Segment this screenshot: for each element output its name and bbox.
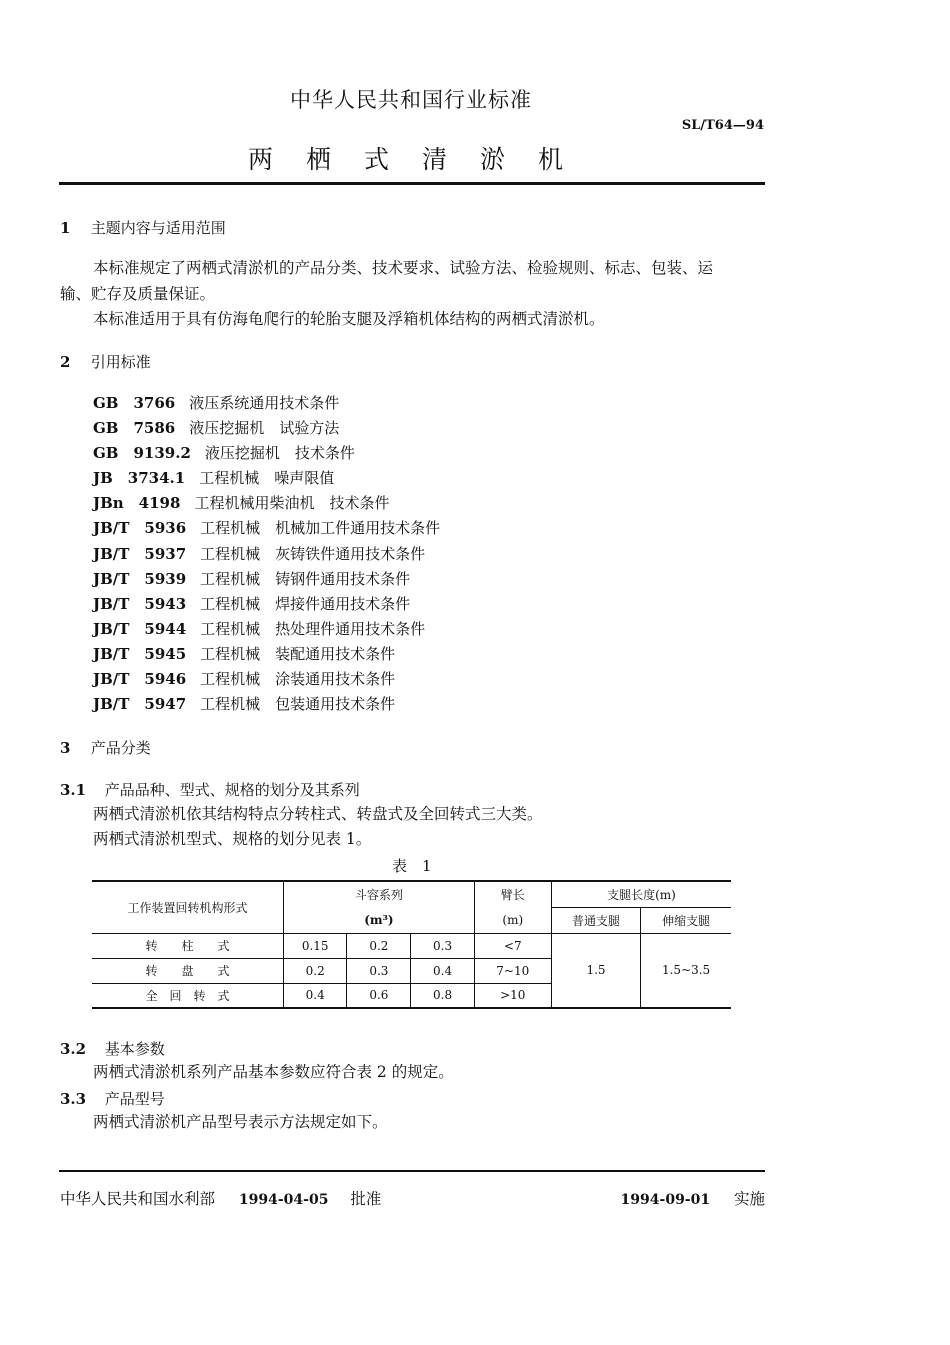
header-rule — [59, 182, 765, 185]
issuer: 中华人民共和国水利部 — [60, 1190, 216, 1208]
paragraph: 两栖式清淤机产品型号表示方法规定如下。 — [93, 1113, 388, 1131]
reference-item: GB 9139.2 液压挖掘机 技术条件 — [93, 444, 355, 463]
reference-item: JB/T 5943 工程机械 焊接件通用技术条件 — [93, 594, 411, 613]
table-header-cell: 普通支腿 — [551, 907, 640, 933]
paragraph: 两栖式清淤机型式、规格的划分见表 1。 — [93, 830, 372, 848]
table-header-unit: (m) — [474, 907, 551, 933]
table-cell: 0.6 — [347, 983, 411, 1008]
paragraph: 本标准适用于具有仿海龟爬行的轮胎支腿及浮箱机体结构的两栖式清淤机。 — [93, 310, 605, 328]
table-header-cell: 支腿长度(m) — [551, 881, 731, 907]
section-title: 主题内容与适用范围 — [90, 219, 226, 237]
section-3-2-heading — [60, 1038, 165, 1059]
impl-date: 1994-09-01 — [620, 1192, 711, 1208]
table-cell: 转 柱 式 — [92, 933, 284, 958]
table-header-cell: 臂长 — [474, 881, 551, 907]
section-number: 2 — [60, 353, 71, 371]
table-row — [92, 933, 731, 958]
reference-list — [93, 391, 440, 717]
approve-label: 批准 — [350, 1190, 382, 1208]
table-cell: 0.4 — [411, 958, 474, 983]
table-cell: 7~10 — [474, 958, 551, 983]
table-caption: 表 1 — [392, 857, 432, 875]
table-cell: 0.3 — [347, 958, 411, 983]
section-3-1-heading — [60, 779, 360, 800]
paragraph: 本标准规定了两栖式清淤机的产品分类、技术要求、试验方法、检验规则、标志、包装、运 — [93, 259, 714, 277]
reference-item: JB/T 5939 工程机械 铸钢件通用技术条件 — [93, 569, 411, 588]
reference-item: GB 3766 液压系统通用技术条件 — [93, 394, 340, 412]
table-cell: 0.2 — [347, 933, 411, 958]
section-title: 产品分类 — [90, 739, 151, 757]
table-header-cell: 伸缩支腿 — [641, 907, 731, 933]
table-cell: >10 — [474, 983, 551, 1008]
standard-code: SL/T64—94 — [681, 118, 764, 133]
section-1-heading — [60, 217, 226, 238]
reference-item: JB/T 5937 工程机械 灰铸铁件通用技术条件 — [93, 544, 426, 563]
section-number: 3.1 — [60, 781, 87, 799]
section-number: 3.3 — [60, 1090, 87, 1108]
table-cell: 0.8 — [411, 983, 474, 1008]
impl-label: 实施 — [733, 1190, 765, 1208]
table-cell: 1.5~3.5 — [641, 933, 731, 1008]
reference-item: JB/T 5947 工程机械 包装通用技术条件 — [93, 695, 396, 714]
table-cell: 0.15 — [284, 933, 347, 958]
table-cell: 0.4 — [284, 983, 347, 1008]
table-cell: 0.2 — [284, 958, 347, 983]
footer-implementation — [621, 1187, 765, 1209]
table-cell: <7 — [474, 933, 551, 958]
section-title: 产品型号 — [104, 1090, 165, 1108]
table-header-cell: 斗容系列 — [284, 881, 475, 907]
paragraph: 两栖式清淤机依其结构特点分转柱式、转盘式及全回转式三大类。 — [93, 805, 543, 823]
section-2-heading — [60, 351, 151, 372]
reference-item: JBn 4198 工程机械用柴油机 技术条件 — [93, 494, 390, 513]
footer-approval — [60, 1187, 381, 1209]
reference-item: JB/T 5936 工程机械 机械加工件通用技术条件 — [93, 519, 441, 538]
table-cell: 0.3 — [411, 933, 474, 958]
section-number: 3.2 — [60, 1040, 87, 1058]
table-header-cell: 工作装置回转机构形式 — [92, 881, 284, 933]
section-title: 基本参数 — [104, 1040, 165, 1058]
section-title: 产品品种、型式、规格的划分及其系列 — [104, 781, 360, 799]
reference-item: JB 3734.1 工程机械 噪声限值 — [93, 469, 335, 488]
approve-date: 1994-04-05 — [238, 1192, 329, 1208]
section-3-3-heading — [60, 1088, 165, 1109]
paragraph: 两栖式清淤机系列产品基本参数应符合表 2 的规定。 — [93, 1063, 454, 1081]
reference-item: JB/T 5944 工程机械 热处理件通用技术条件 — [93, 619, 426, 638]
footer-rule — [59, 1170, 765, 1172]
table-cell: 全 回 转 式 — [92, 983, 284, 1008]
table-1 — [92, 880, 731, 1009]
paragraph: 输、贮存及质量保证。 — [60, 285, 216, 303]
table-header-unit: (m³) — [284, 907, 475, 933]
document-title: 两栖式清淤机 — [248, 145, 597, 174]
section-title: 引用标准 — [90, 353, 151, 371]
reference-item: GB 7586 液压挖掘机 试验方法 — [93, 419, 340, 438]
reference-item: JB/T 5946 工程机械 涂装通用技术条件 — [93, 670, 396, 689]
section-number: 1 — [60, 219, 71, 237]
section-3-heading — [60, 737, 151, 758]
reference-item: JB/T 5945 工程机械 装配通用技术条件 — [93, 644, 396, 663]
industry-standard-heading: 中华人民共和国行业标准 — [290, 88, 532, 112]
table-cell: 1.5 — [551, 933, 640, 1008]
section-number: 3 — [60, 739, 71, 757]
table-cell: 转 盘 式 — [92, 958, 284, 983]
